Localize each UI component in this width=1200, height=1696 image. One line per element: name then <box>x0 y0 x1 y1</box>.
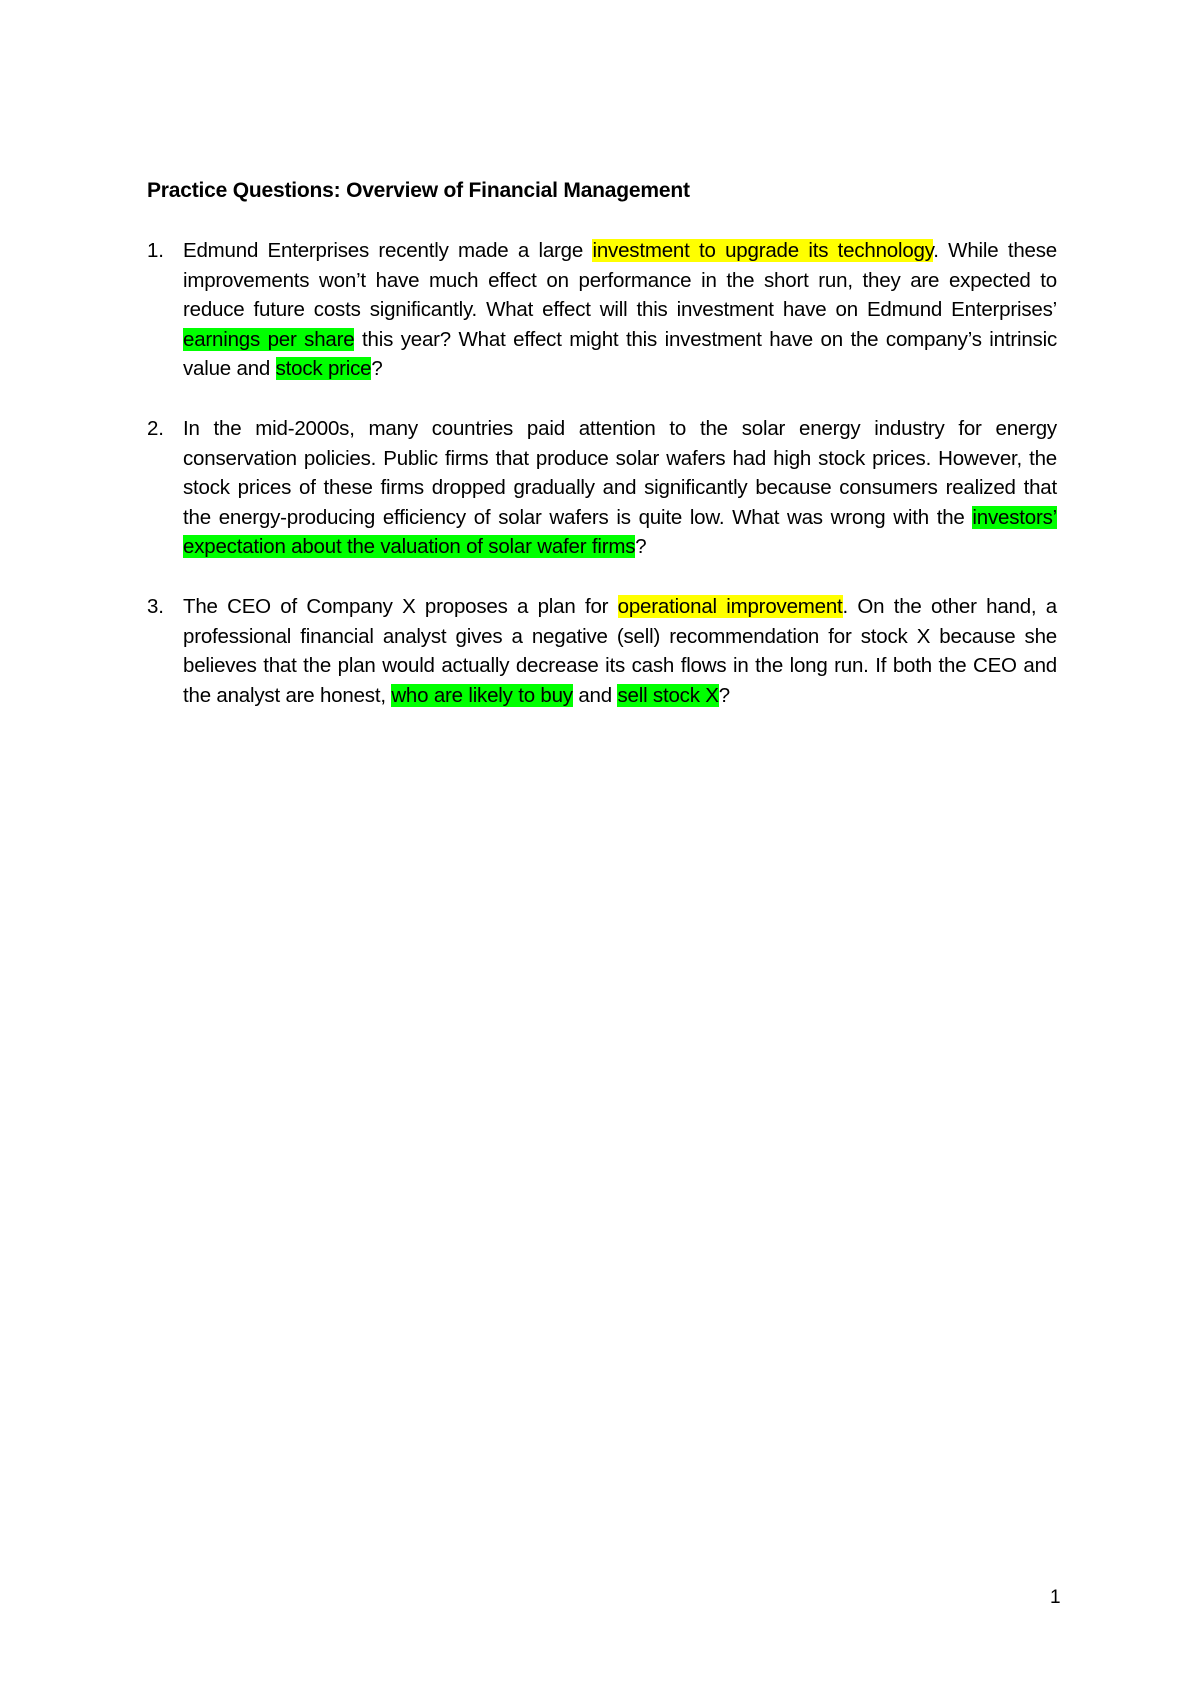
question-text: this year? What effect might this investment have on the company’s intrinsic value and <box>183 327 1057 381</box>
question-text: ? <box>371 357 383 381</box>
question-text: Edmund Enterprises recently made a large <box>183 239 593 262</box>
highlight-green: investors’ expectation about the valuation of solar wafer firms <box>183 505 1057 559</box>
page-number: 1 <box>1050 1587 1061 1608</box>
highlight-green: stock price <box>275 357 372 381</box>
highlight-green: sell stock X <box>617 683 719 707</box>
highlight-green: earnings per share <box>183 327 355 351</box>
question-2 <box>147 414 1057 562</box>
question-number: 3. <box>147 594 164 618</box>
question-list <box>147 236 1057 740</box>
highlight-yellow: operational improvement <box>617 594 843 618</box>
question-text: and <box>572 683 618 707</box>
highlight-yellow: investment to upgrade its technology <box>592 239 934 262</box>
question-1 <box>147 236 1057 384</box>
question-text: ? <box>718 683 730 707</box>
question-number: 2. <box>147 416 164 440</box>
question-text: . While these improvements won’t have much effect on performance in the short run, they are expected to reduce future costs significantly. What effect will this investment have on Edmund Enterprises’ <box>183 239 1057 322</box>
page-title: Practice Questions: Overview of Financial Management <box>147 179 690 202</box>
question-text: In the mid-2000s, many countries paid attention to the solar energy industry for energy conservation policies. Public firms that produce solar wafers had high stock prices. However, the stock prices of these firms dropped gradually and significantly because consumers realized that the energy-producing efficiency of solar wafers is quite low. What was wrong with the <box>183 416 1057 529</box>
question-number: 1. <box>147 239 164 262</box>
question-text: ? <box>635 535 647 559</box>
question-3 <box>147 592 1057 710</box>
question-text: . On the other hand, a professional financial analyst gives a negative (sell) recommendation for stock X because she believes that the plan would actually decrease its cash flows in the long run. If both the CEO and the analyst are honest, <box>183 594 1057 707</box>
question-text: The CEO of Company X proposes a plan for <box>183 594 618 618</box>
highlight-green: who are likely to buy <box>391 683 573 707</box>
